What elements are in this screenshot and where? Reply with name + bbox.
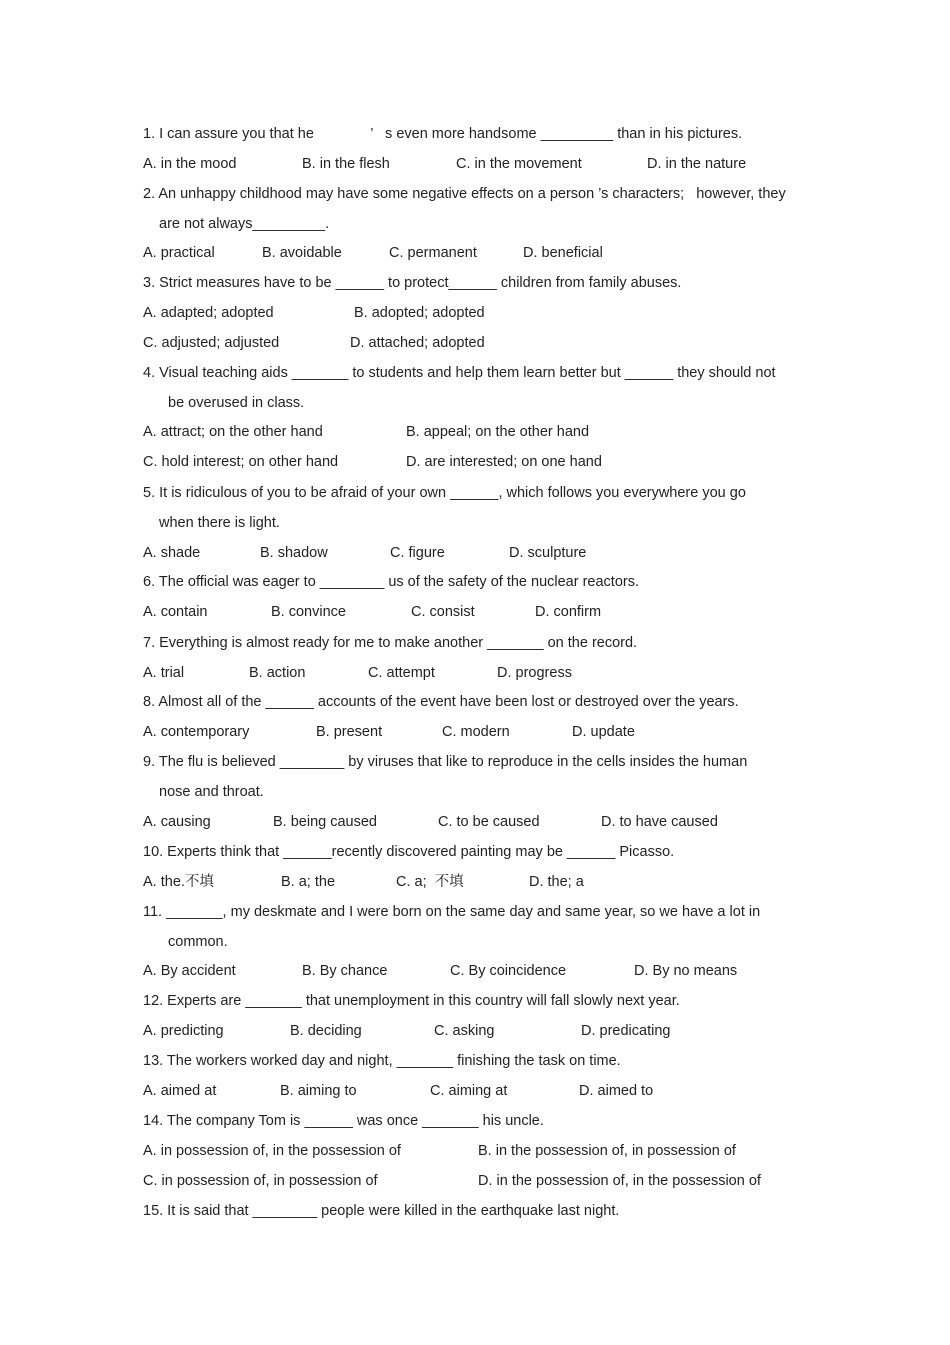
question-13-option-c: C. aiming at (430, 1083, 508, 1099)
question-3-option-c: C. adjusted; adjusted (143, 335, 280, 351)
question-9-option-c: C. to be caused (438, 814, 540, 830)
question-10-stem: 10. Experts think that ______recently discovered painting may be ______ Picasso. (143, 844, 675, 860)
question-11-stem: 11. _______, my deskmate and I were born on the same day and same year, so we have a lot in (143, 904, 761, 920)
question-1-option-a: A. in the mood (143, 156, 237, 172)
question-14-option-a: A. in possession of, in the possession of (143, 1143, 401, 1159)
question-9-stem: 9. The flu is believed ________ by viruses that like to reproduce in the cells insides the human (143, 754, 748, 770)
question-2-option-b: B. avoidable (262, 245, 342, 261)
question-8-stem: 8. Almost all of the ______ accounts of the event have been lost or destroyed over the years. (143, 694, 739, 710)
question-5-option-c: C. figure (390, 545, 445, 561)
question-4-option-d: D. are interested; on one hand (406, 454, 602, 470)
question-8-option-c: C. modern (442, 724, 510, 740)
question-1-option-d: D. in the nature (647, 156, 747, 172)
question-7-stem: 7. Everything is almost ready for me to make another _______ on the record. (143, 635, 638, 651)
question-3-option-b: B. adopted; adopted (354, 305, 485, 321)
question-11-option-a: A. By accident (143, 963, 236, 979)
question-5-stem-cont: when there is light. (159, 515, 280, 531)
question-6-option-b: B. convince (271, 604, 346, 620)
question-4-stem-cont: be overused in class. (168, 395, 305, 411)
question-10-option-d: D. the; a (529, 874, 584, 890)
question-4-option-a: A. attract; on the other hand (143, 424, 323, 440)
question-3-option-d: D. attached; adopted (350, 335, 485, 351)
question-2-option-c: C. permanent (389, 245, 477, 261)
question-14-stem: 14. The company Tom is ______ was once _______ his uncle. (143, 1113, 544, 1129)
question-14-option-b: B. in the possession of, in possession of (478, 1143, 736, 1159)
question-6-option-d: D. confirm (535, 604, 602, 620)
question-2-stem: 2. An unhappy childhood may have some negative effects on a person ’s characters; however, they (143, 186, 786, 202)
question-8-option-a: A. contemporary (143, 724, 250, 740)
question-2-option-a: A. practical (143, 245, 215, 261)
question-13-option-b: B. aiming to (280, 1083, 357, 1099)
question-1-stem: 1. I can assure you that he ’ s even more handsome _________ than in his pictures. (143, 126, 743, 142)
question-1-option-b: B. in the flesh (302, 156, 390, 172)
question-5-option-a: A. shade (143, 545, 201, 561)
question-12-option-b: B. deciding (290, 1023, 362, 1039)
question-13-option-a: A. aimed at (143, 1083, 217, 1099)
question-4-stem: 4. Visual teaching aids _______ to students and help them learn better but ______ they should not (143, 365, 776, 381)
question-6-option-c: C. consist (411, 604, 475, 620)
question-9-option-b: B. being caused (273, 814, 377, 830)
question-12-stem: 12. Experts are _______ that unemployment in this country will fall slowly next year. (143, 993, 680, 1009)
question-11-stem-cont: common. (168, 934, 228, 950)
question-12-option-a: A. predicting (143, 1023, 224, 1039)
question-9-option-a: A. causing (143, 814, 211, 830)
question-5-option-d: D. sculpture (509, 545, 587, 561)
question-1-option-c: C. in the movement (456, 156, 582, 172)
question-5-stem: 5. It is ridiculous of you to be afraid of your own ______, which follows you everywhere you go (143, 485, 746, 501)
question-4-option-c: C. hold interest; on other hand (143, 454, 339, 470)
question-2-stem-cont: are not always_________. (159, 216, 330, 232)
question-14-option-c: C. in possession of, in possession of (143, 1173, 378, 1189)
question-11-option-d: D. By no means (634, 963, 738, 979)
question-7-option-c: C. attempt (368, 665, 435, 681)
question-11-option-c: C. By coincidence (450, 963, 567, 979)
question-12-option-c: C. asking (434, 1023, 495, 1039)
question-9-stem-cont: nose and throat. (159, 784, 264, 800)
question-8-option-d: D. update (572, 724, 635, 740)
question-12-option-d: D. predicating (581, 1023, 671, 1039)
question-14-option-d: D. in the possession of, in the possession of (478, 1173, 761, 1189)
question-4-option-b: B. appeal; on the other hand (406, 424, 590, 440)
question-6-option-a: A. contain (143, 604, 208, 620)
question-2-option-d: D. beneficial (523, 245, 603, 261)
question-10-option-a: A. the.不填 (143, 874, 214, 890)
question-7-option-a: A. trial (143, 665, 185, 681)
question-11-option-b: B. By chance (302, 963, 388, 979)
question-13-stem: 13. The workers worked day and night, _______ finishing the task on time. (143, 1053, 621, 1069)
question-9-option-d: D. to have caused (601, 814, 718, 830)
question-3-stem: 3. Strict measures have to be ______ to protect______ children from family abuses. (143, 275, 682, 291)
question-7-option-d: D. progress (497, 665, 572, 681)
question-3-option-a: A. adapted; adopted (143, 305, 274, 321)
question-5-option-b: B. shadow (260, 545, 328, 561)
question-10-option-b: B. a; the (281, 874, 336, 890)
question-6-stem: 6. The official was eager to ________ us of the safety of the nuclear reactors. (143, 574, 639, 590)
question-15-stem: 15. It is said that ________ people were killed in the earthquake last night. (143, 1203, 620, 1219)
question-7-option-b: B. action (249, 665, 306, 681)
question-10-option-c: C. a; 不填 (396, 874, 464, 890)
question-13-option-d: D. aimed to (579, 1083, 654, 1099)
question-8-option-b: B. present (316, 724, 383, 740)
